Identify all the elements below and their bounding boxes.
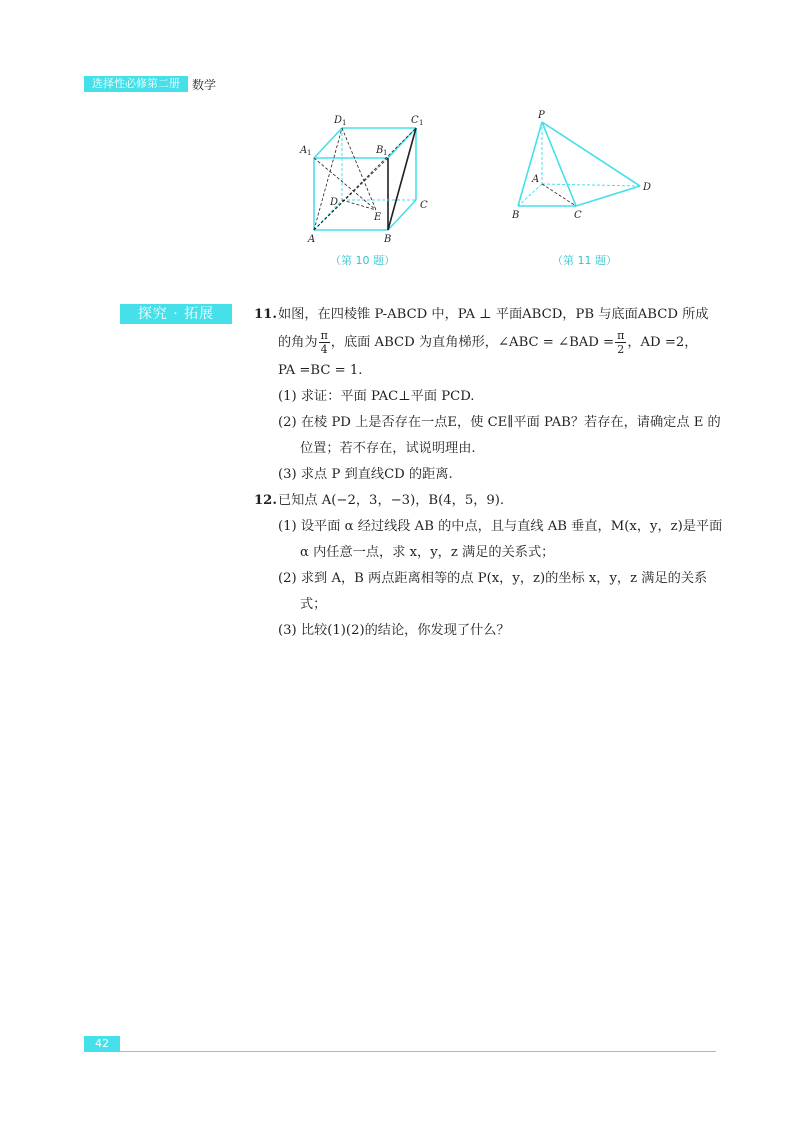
- label-A: A: [532, 174, 540, 185]
- fraction-pi-over-2: $\frac{\pi}{2}$: [617, 329, 625, 356]
- question-11: [254, 302, 724, 384]
- label-A1: A: [300, 145, 308, 156]
- label-E: E: [374, 212, 382, 223]
- figure-10-caption: （第 10 题）: [330, 254, 395, 267]
- q12-sub-1: (1) 设平面 α 经过线段 AB 的中点，且与直线 AB 垂直，M(x，y，z)是平面 α 内任意一点，求 x，y，z 满足的关系式；: [278, 519, 723, 560]
- label-D1: D: [334, 115, 343, 126]
- svg-text:1: 1: [383, 149, 388, 157]
- q11-sub-3: (3) 求点 P 到直线CD 的距离.: [278, 467, 453, 482]
- svg-text:1: 1: [307, 149, 312, 157]
- label-C1: C: [411, 115, 419, 126]
- section-tag: 探究 · 拓展: [120, 304, 232, 324]
- figure-11-caption: （第 11 题）: [552, 254, 617, 267]
- q11-line3: PA =BC = 1.: [278, 363, 363, 378]
- label-C: C: [574, 210, 582, 221]
- question-number: 12.: [254, 493, 277, 508]
- figure-10-cube: [296, 108, 446, 248]
- svg-text:1: 1: [342, 119, 347, 127]
- q12-sub-3: (3) 比较(1)(2)的结论，你发现了什么？: [278, 623, 510, 638]
- label-A: A: [308, 234, 316, 245]
- q11-line1: 如图，在四棱锥 P-ABCD 中，PA ⊥ 平面ABCD，PB 与底面ABCD 所成: [278, 307, 709, 322]
- q12-sub-2: (2) 求到 A，B 两点距离相等的点 P(x，y，z)的坐标 x，y，z 满足的关系式；: [278, 571, 708, 612]
- label-P: P: [538, 110, 545, 121]
- label-C: C: [420, 200, 428, 211]
- q12-line1: 已知点 A(−2，3，−3)，B(4，5，9).: [278, 493, 505, 508]
- question-12: [254, 488, 724, 514]
- label-D: D: [643, 182, 652, 193]
- fraction-pi-over-4: $\frac{\pi}{4}$: [320, 329, 328, 356]
- svg-text:1: 1: [419, 119, 424, 127]
- footer-rule: [120, 1051, 716, 1052]
- q11-sub-2: (2) 在棱 PD 上是否存在一点E，使 CE∥平面 PAB？若存在，请确定点 E 的位置；若不存在，试说明理由.: [278, 415, 721, 456]
- q11-sub-1: (1) 求证：平面 PAC⊥平面 PCD.: [278, 389, 475, 404]
- running-header: [84, 76, 216, 92]
- figure-11-pyramid: [506, 108, 656, 228]
- page-number: 42: [84, 1036, 120, 1052]
- book-title: 选择性必修第二册: [84, 76, 188, 92]
- subject-label: 数学: [192, 77, 217, 92]
- label-D: D: [330, 197, 339, 208]
- label-B: B: [512, 210, 520, 221]
- exercise-body: [254, 302, 724, 644]
- label-B: B: [384, 234, 392, 245]
- q11-line2: 的角为 $\frac{\pi}{4}$ ，底面 ABCD 为直角梯形，∠ABC = ∠BAD = $\frac{\pi}{2}$ ，AD =2，: [278, 329, 698, 356]
- question-number: 11.: [254, 307, 277, 322]
- label-B1: B: [376, 145, 384, 156]
